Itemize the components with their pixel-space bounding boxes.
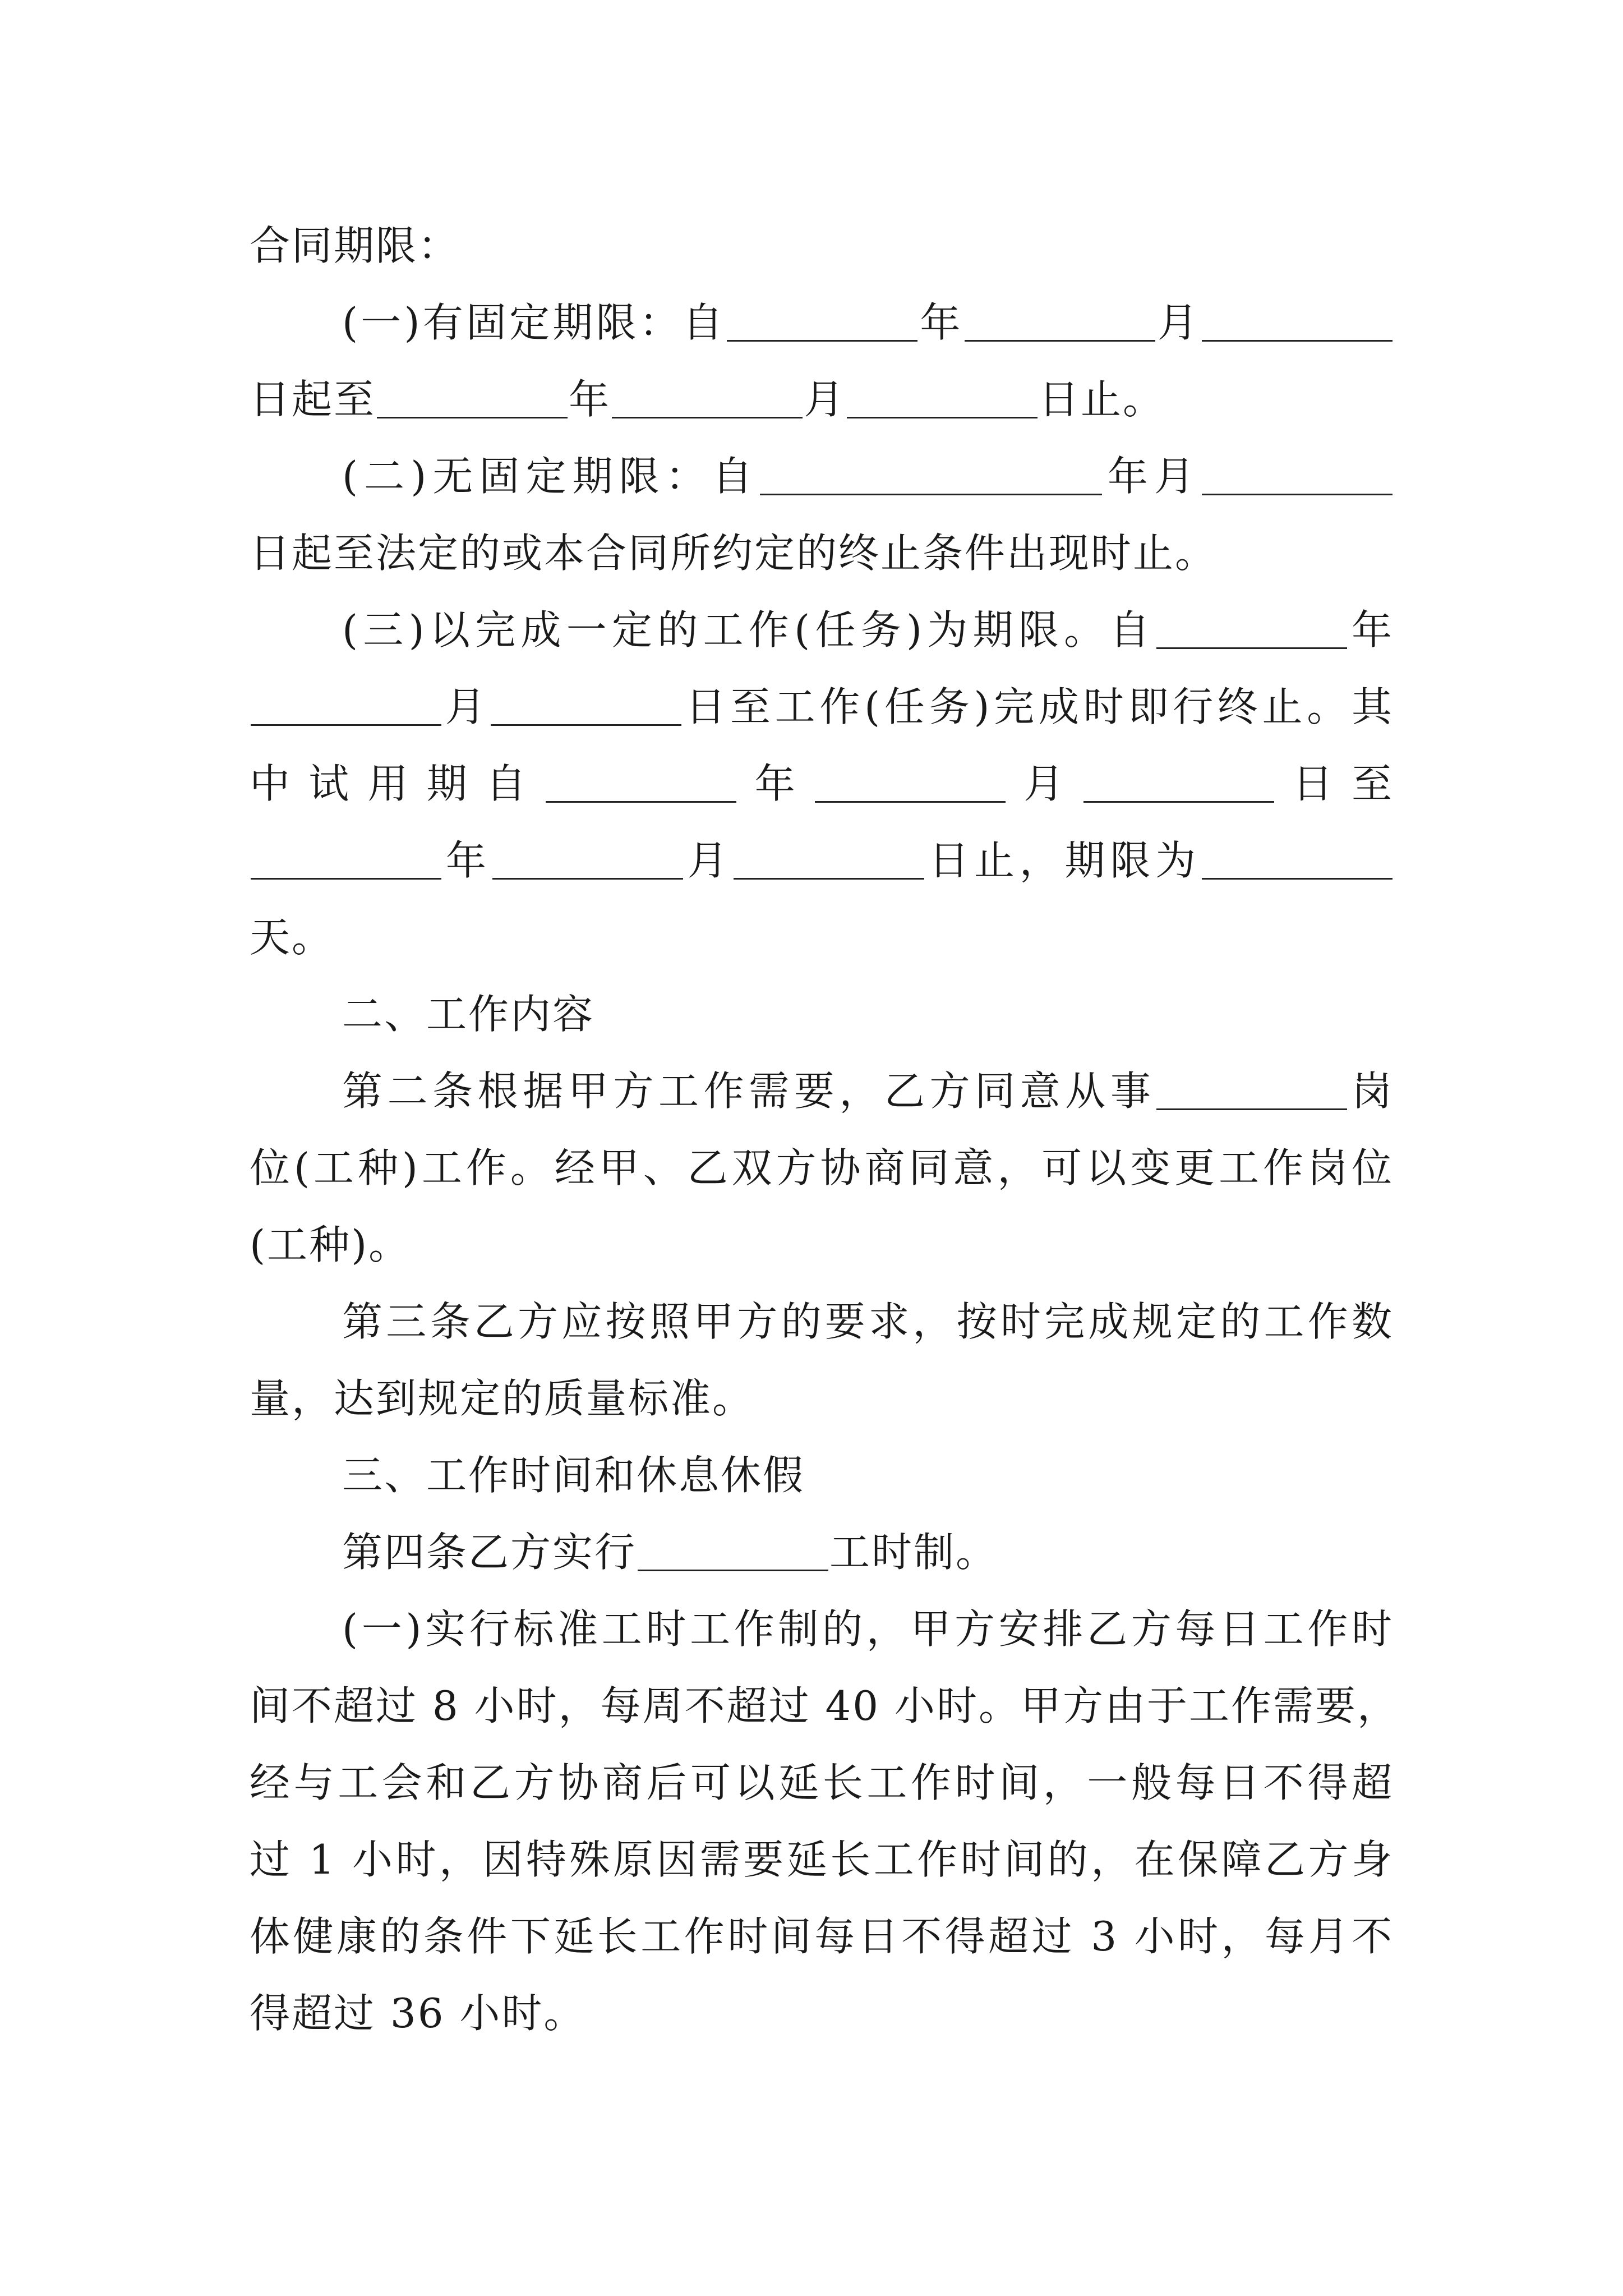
text-line: 位(工种)工作。经甲、乙双方协商同意，可以变更工作岗位 [250,1144,1394,1191]
fill-blank[interactable] [727,300,917,342]
text-line: 日起至 年 月 日止。 [250,376,1165,423]
fill-blank[interactable] [1156,1068,1347,1110]
text-line: 量，达到规定的质量标准。 [250,1375,755,1422]
section-heading-working-hours [250,1437,1394,1514]
text-line: 日起至法定的或本合同所约定的终止条件出现时止。 [250,530,1218,577]
text-line: 经与工会和乙方协商后可以延长工作时间，一般每日不得超 [250,1759,1394,1806]
fill-blank[interactable] [965,300,1155,342]
paragraph-article-4 [250,1514,1394,1591]
text-line: 三、工作时间和休息休假 [342,1452,805,1499]
fill-blank[interactable] [760,453,1102,495]
fill-blank[interactable] [251,838,441,880]
text-line: 天。 [250,914,334,961]
fill-blank[interactable] [847,376,1038,418]
text-line: (一)实行标准工时工作制的，甲方安排乙方每日工作时 [342,1605,1394,1653]
text-line: 第二条根据甲方工作需要，乙方同意从事 岗 [342,1068,1394,1115]
fill-blank[interactable] [377,376,568,418]
text-line: 得超过 36 小时。 [250,1990,586,2037]
fill-blank[interactable] [1202,453,1393,495]
fill-blank[interactable] [734,838,924,880]
text-line: 第四条乙方实行 工时制。 [342,1529,998,1576]
text-line: (工种)。 [250,1221,411,1268]
fill-blank[interactable] [1202,838,1393,880]
fill-blank[interactable] [612,376,803,418]
fill-blank[interactable] [546,761,736,803]
text-line: (三)以完成一定的工作(任务)为期限。自 年 [342,606,1394,654]
text-line: (二)无固定期限：自 年月 [250,438,1394,515]
paragraph-open-term [250,438,1394,592]
fill-blank[interactable] [491,684,681,726]
text-line: 二、工作内容 [342,991,595,1038]
section-heading-work-content [250,976,1394,1053]
text-line: 间不超过 8 小时，每周不超过 40 小时。甲方由于工作需要， [250,1682,1399,1729]
paragraph-task-term [250,592,1394,976]
contract-text [250,208,1399,2052]
fill-blank[interactable] [492,838,683,880]
text-line: (一)有固定期限：自 年 月 [250,284,1394,361]
text-line: 年 月 日止，期限为 [250,822,1394,899]
text-line: 过 1 小时，因特殊原因需要延长工作时间的，在保障乙方身 [250,1836,1394,1883]
fill-blank[interactable] [815,761,1006,803]
fill-blank[interactable] [638,1529,828,1571]
fill-blank[interactable] [1156,607,1347,649]
paragraph-standard-hours [250,1591,1399,2052]
text-line: 中试用期自 年 月 日至 [250,760,1394,807]
fill-blank[interactable] [1083,761,1274,803]
paragraph-term-heading [250,208,1394,284]
fill-blank[interactable] [1202,300,1393,342]
paragraph-article-3 [250,1283,1394,1437]
text-line: 第三条乙方应按照甲方的要求，按时完成规定的工作数 [342,1298,1394,1345]
text-line: 合同期限： [250,222,460,269]
fill-blank[interactable] [251,684,441,726]
paragraph-article-2 [250,1053,1394,1283]
text-line: 月 日至工作(任务)完成时即行终止。其 [250,669,1394,746]
paragraph-fixed-term [250,284,1394,438]
text-line: 体健康的条件下延长工作时间每日不得超过 3 小时，每月不 [250,1913,1394,1960]
